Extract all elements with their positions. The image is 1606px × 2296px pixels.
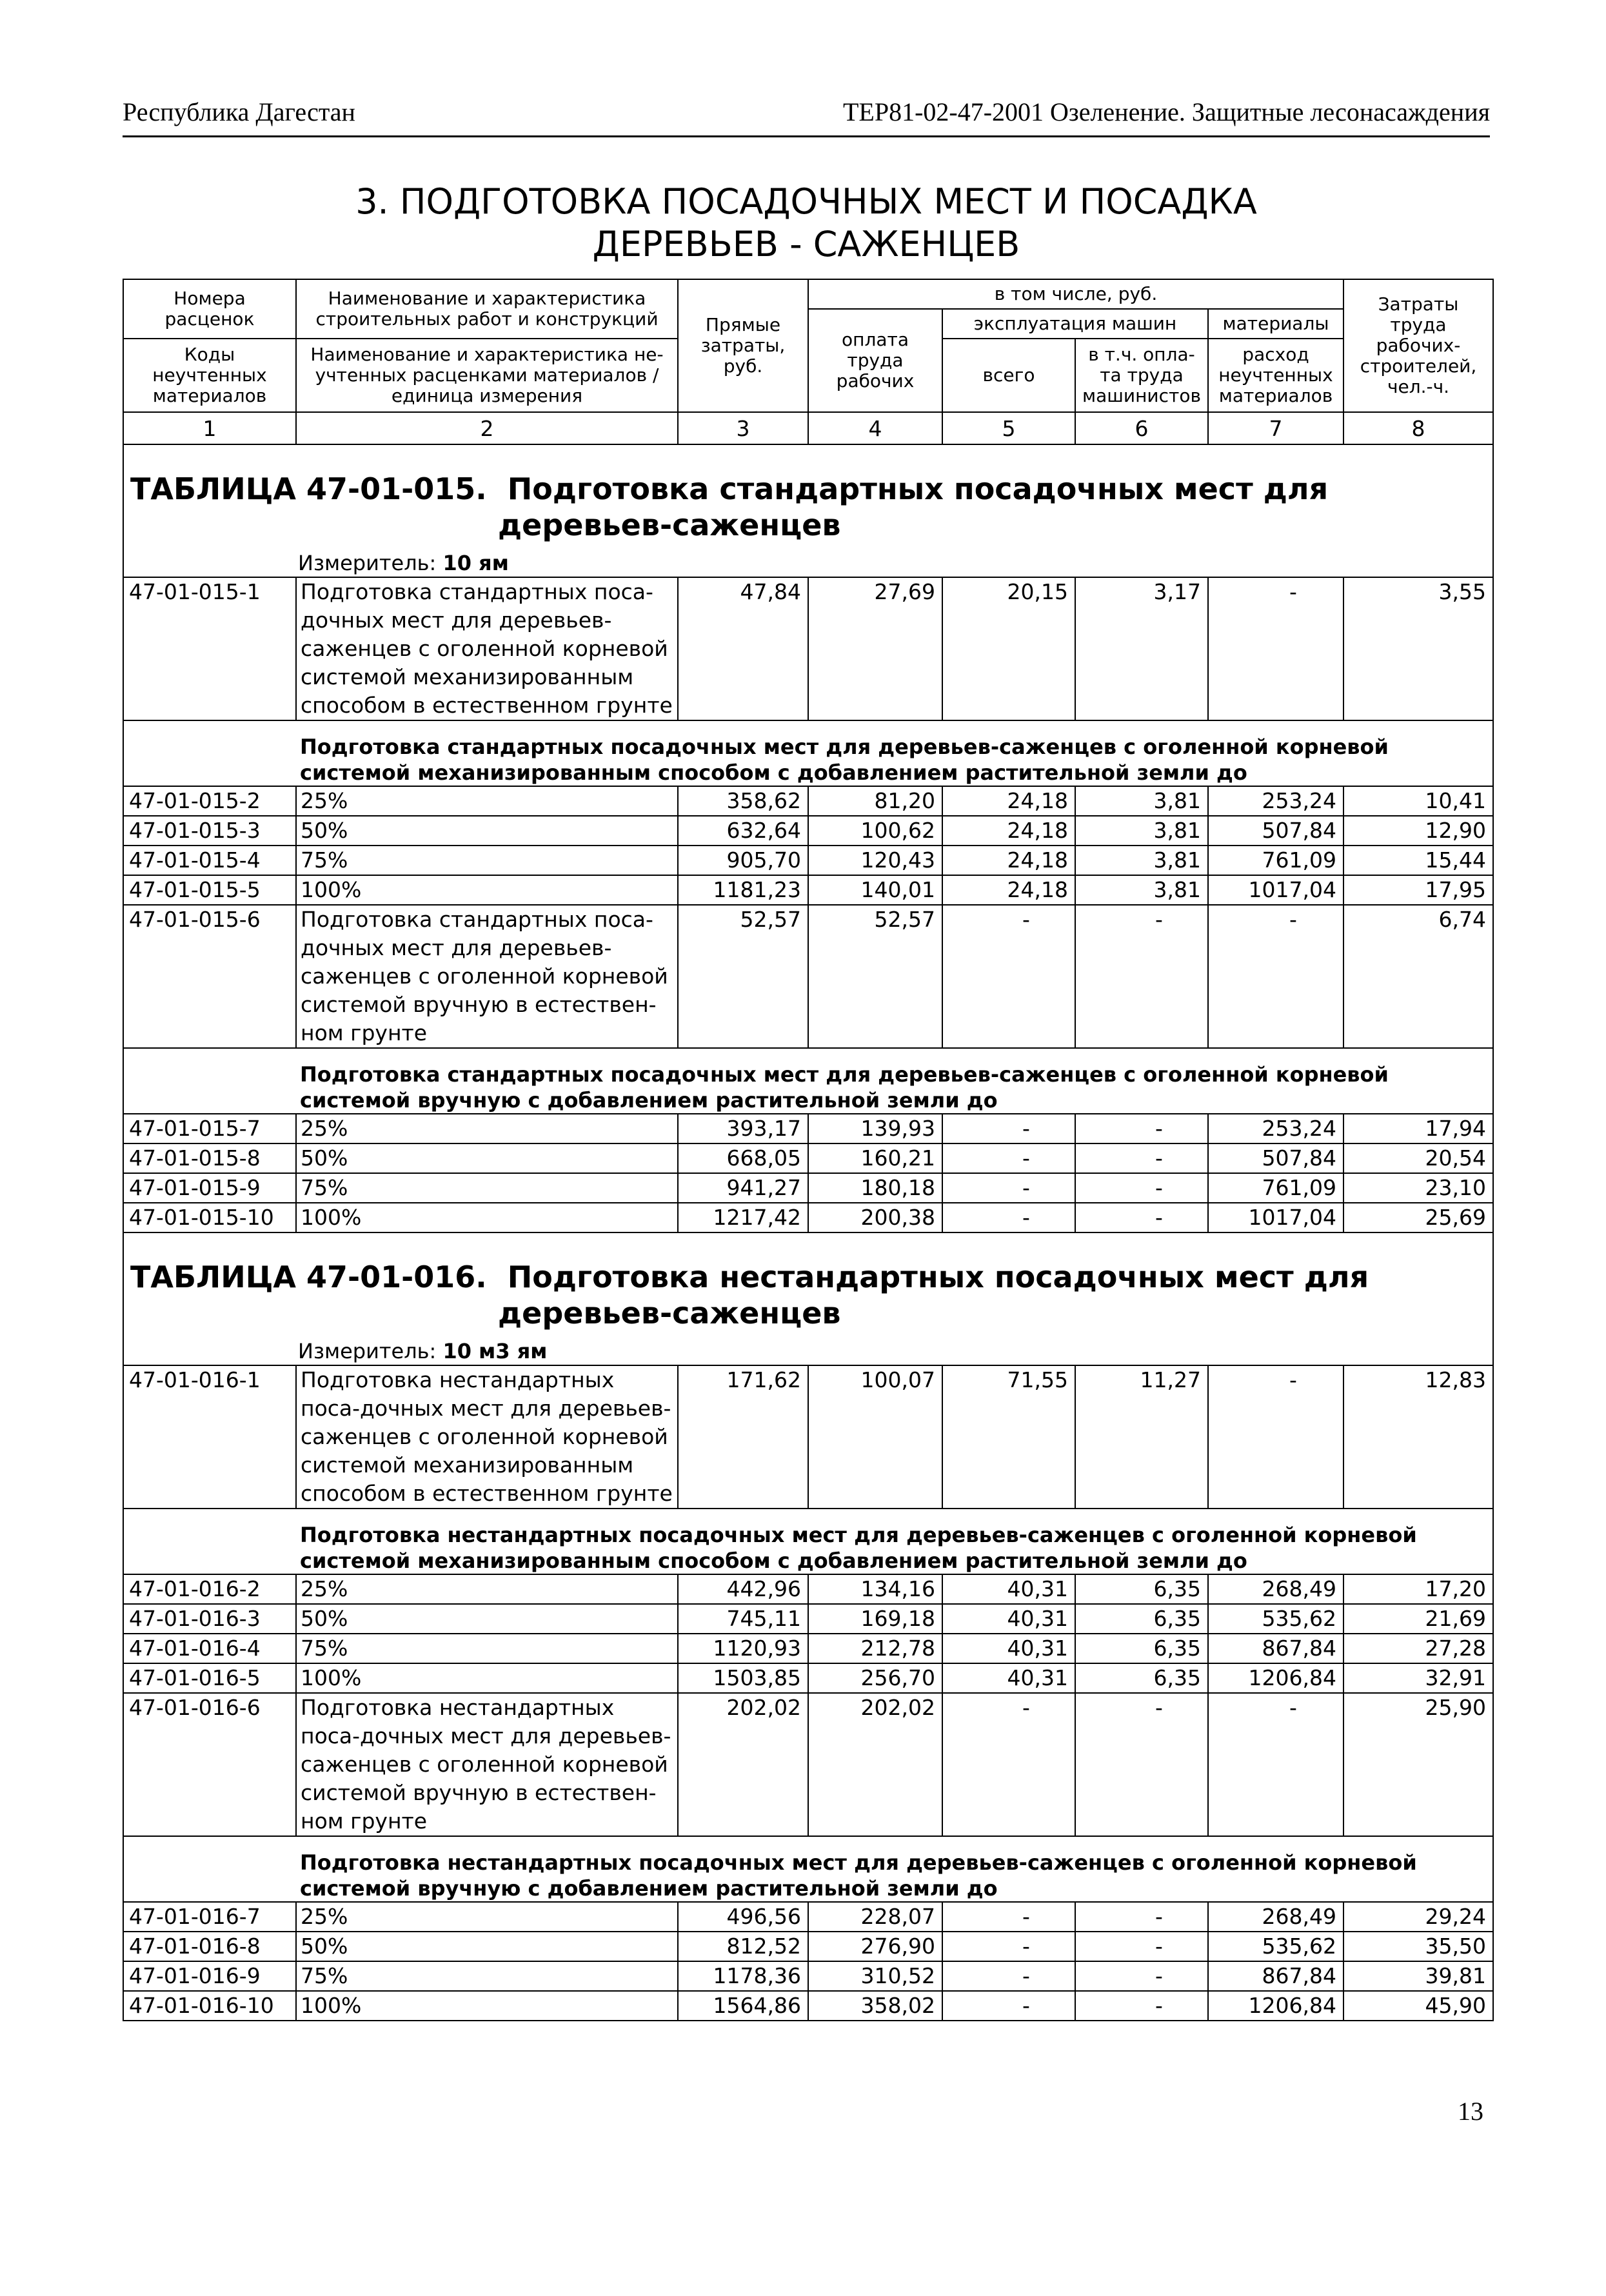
machines-total: 71,55: [942, 1365, 1075, 1509]
rate-code: 47-01-015-4: [123, 846, 296, 875]
group-header: в том числе, руб.: [808, 279, 1343, 309]
rate-description: 100%: [296, 1991, 678, 2021]
table-row: [123, 1902, 1493, 1932]
machines-total: -: [942, 1902, 1075, 1932]
rate-code: 47-01-016-7: [123, 1902, 296, 1932]
machines-total: 20,15: [942, 577, 1075, 720]
table-row: [123, 1173, 1493, 1203]
rate-code: 47-01-016-8: [123, 1932, 296, 1961]
materials-value: 867,84: [1208, 1634, 1343, 1663]
table2-heading: [123, 1232, 1493, 1365]
labor-pay: 202,02: [808, 1693, 942, 1836]
materials-value: -: [1208, 577, 1343, 720]
rate-description: 25%: [296, 1902, 678, 1932]
direct-costs: 1217,42: [678, 1203, 808, 1232]
rate-code: 47-01-016-3: [123, 1604, 296, 1634]
materials-value: 253,24: [1208, 786, 1343, 816]
materials-value: 867,84: [1208, 1961, 1343, 1991]
labor-hours: 10,41: [1343, 786, 1493, 816]
rate-description: 50%: [296, 1932, 678, 1961]
table-row: [123, 1634, 1493, 1663]
machinists-pay: -: [1075, 1143, 1208, 1173]
col2-header-bottom: Наименование и характеристика не-учтенных расценками материалов / единица измерения: [296, 339, 678, 412]
direct-costs: 393,17: [678, 1114, 808, 1143]
col7-header: расход неучтенных материалов: [1208, 339, 1343, 412]
materials-value: 761,09: [1208, 1173, 1343, 1203]
labor-hours: 29,24: [1343, 1902, 1493, 1932]
labor-pay: 140,01: [808, 875, 942, 905]
labor-pay: 134,16: [808, 1574, 942, 1604]
materials-value: 1206,84: [1208, 1663, 1343, 1693]
machines-total: 24,18: [942, 846, 1075, 875]
materials-value: -: [1208, 905, 1343, 1048]
table-row: [123, 1574, 1493, 1604]
colnum-2: 2: [296, 412, 678, 444]
machinists-pay: -: [1075, 1932, 1208, 1961]
labor-pay: 100,62: [808, 816, 942, 846]
rate-description: 75%: [296, 846, 678, 875]
machinists-pay: 3,81: [1075, 786, 1208, 816]
section-title-line1: 3. ПОДГОТОВКА ПОСАДОЧНЫХ МЕСТ И ПОСАДКА: [355, 181, 1257, 222]
machines-total: -: [942, 1693, 1075, 1836]
labor-pay: 228,07: [808, 1902, 942, 1932]
rate-description: 50%: [296, 1143, 678, 1173]
labor-pay: 200,38: [808, 1203, 942, 1232]
labor-hours: 20,54: [1343, 1143, 1493, 1173]
direct-costs: 1178,36: [678, 1961, 808, 1991]
direct-costs: 941,27: [678, 1173, 808, 1203]
labor-hours: 17,20: [1343, 1574, 1493, 1604]
labor-pay: 100,07: [808, 1365, 942, 1509]
rate-code: 47-01-015-6: [123, 905, 296, 1048]
machines-total: -: [942, 1932, 1075, 1961]
labor-hours: 17,95: [1343, 875, 1493, 905]
table2-label: ТАБЛИЦА 47-01-016.: [130, 1260, 487, 1294]
col8-header: Затраты труда рабочих-строителей, чел.-ч.: [1343, 279, 1493, 412]
rate-code: 47-01-015-5: [123, 875, 296, 905]
labor-pay: 139,93: [808, 1114, 942, 1143]
labor-hours: 6,74: [1343, 905, 1493, 1048]
table1-meter-value: 10 ям: [442, 551, 509, 575]
direct-costs: 905,70: [678, 846, 808, 875]
labor-hours: 3,55: [1343, 577, 1493, 720]
table1-subheading-1: Подготовка стандартных посадочных мест для деревьев-саженцев с оголенной корневой системой механизированным способом с добавлением растительной земли до: [296, 720, 1493, 786]
machinists-pay: 6,35: [1075, 1604, 1208, 1634]
table-row: [123, 1203, 1493, 1232]
machines-total: 40,31: [942, 1663, 1075, 1693]
rate-code: 47-01-016-1: [123, 1365, 296, 1509]
labor-pay: 256,70: [808, 1663, 942, 1693]
direct-costs: 47,84: [678, 577, 808, 720]
machinists-pay: -: [1075, 1961, 1208, 1991]
rate-description: Подготовка нестандартных поса-дочных мест для деревьев-саженцев с оголенной корневой системой вручную в естествен-ном грунте: [296, 1693, 678, 1836]
page-number: 13: [1458, 2097, 1483, 2126]
rate-description: 75%: [296, 1961, 678, 1991]
machinists-pay: 3,81: [1075, 846, 1208, 875]
labor-hours: 23,10: [1343, 1173, 1493, 1203]
header-left: Республика Дагестан: [123, 97, 355, 126]
labor-pay: 27,69: [808, 577, 942, 720]
rate-description: 75%: [296, 1173, 678, 1203]
machines-total: 40,31: [942, 1574, 1075, 1604]
rate-description: 100%: [296, 1663, 678, 1693]
colnum-6: 6: [1075, 412, 1208, 444]
col1-header-top: Номера расценок: [123, 279, 296, 339]
section-title-line2: ДЕРЕВЬЕВ - САЖЕНЦЕВ: [592, 224, 1020, 264]
table2-title-b: деревьев-саженцев: [498, 1296, 841, 1331]
rate-code: 47-01-015-1: [123, 577, 296, 720]
table-row: [123, 1604, 1493, 1634]
col6-header: в т.ч. опла-та труда машинистов: [1075, 339, 1208, 412]
direct-costs: 1181,23: [678, 875, 808, 905]
labor-hours: 35,50: [1343, 1932, 1493, 1961]
labor-hours: 15,44: [1343, 846, 1493, 875]
labor-pay: 120,43: [808, 846, 942, 875]
rate-code: 47-01-015-7: [123, 1114, 296, 1143]
direct-costs: 202,02: [678, 1693, 808, 1836]
labor-pay: 212,78: [808, 1634, 942, 1663]
machinists-pay: 3,81: [1075, 875, 1208, 905]
machinists-pay: -: [1075, 1693, 1208, 1836]
machines-total: -: [942, 1143, 1075, 1173]
section-title: [123, 181, 1490, 266]
machines-total: -: [942, 1961, 1075, 1991]
materials-value: 253,24: [1208, 1114, 1343, 1143]
machines-total: 24,18: [942, 875, 1075, 905]
colnum-8: 8: [1343, 412, 1493, 444]
table-row: [123, 786, 1493, 816]
col3-header: Прямые затраты, руб.: [678, 279, 808, 412]
machines-header: эксплуатация машин: [942, 309, 1208, 339]
rate-description: 50%: [296, 816, 678, 846]
table-row: [123, 577, 1493, 720]
materials-value: -: [1208, 1365, 1343, 1509]
machinists-pay: -: [1075, 905, 1208, 1048]
table1-meter-label: Измеритель:: [298, 551, 437, 575]
direct-costs: 52,57: [678, 905, 808, 1048]
labor-hours: 45,90: [1343, 1991, 1493, 2021]
table-row: [123, 1693, 1493, 1836]
table2-subheading-1: Подготовка нестандартных посадочных мест для деревьев-саженцев с оголенной корневой системой механизированным способом с добавлением растительной земли до: [296, 1509, 1493, 1574]
labor-hours: 27,28: [1343, 1634, 1493, 1663]
labor-hours: 32,91: [1343, 1663, 1493, 1693]
rate-description: 100%: [296, 875, 678, 905]
col2-header-top: Наименование и характеристика строительных работ и конструкций: [296, 279, 678, 339]
machinists-pay: 3,17: [1075, 577, 1208, 720]
rate-code: 47-01-015-2: [123, 786, 296, 816]
table-row: [123, 1663, 1493, 1693]
rate-code: 47-01-016-6: [123, 1693, 296, 1836]
machines-total: 24,18: [942, 786, 1075, 816]
rate-description: 75%: [296, 1634, 678, 1663]
rate-code: 47-01-016-9: [123, 1961, 296, 1991]
table-row: [123, 1932, 1493, 1961]
labor-pay: 358,02: [808, 1991, 942, 2021]
machinists-pay: -: [1075, 1114, 1208, 1143]
colnum-1: 1: [123, 412, 296, 444]
col5-header: всего: [942, 339, 1075, 412]
direct-costs: 1564,86: [678, 1991, 808, 2021]
rate-description: 25%: [296, 786, 678, 816]
direct-costs: 632,64: [678, 816, 808, 846]
direct-costs: 1503,85: [678, 1663, 808, 1693]
labor-hours: 12,90: [1343, 816, 1493, 846]
rate-code: 47-01-015-10: [123, 1203, 296, 1232]
rate-description: 100%: [296, 1203, 678, 1232]
col4-header: оплата труда рабочих: [808, 309, 942, 412]
direct-costs: 668,05: [678, 1143, 808, 1173]
machines-total: -: [942, 1173, 1075, 1203]
direct-costs: 496,56: [678, 1902, 808, 1932]
materials-value: 268,49: [1208, 1574, 1343, 1604]
rate-description: 25%: [296, 1114, 678, 1143]
rate-code: 47-01-016-5: [123, 1663, 296, 1693]
table-row: [123, 1114, 1493, 1143]
materials-value: 761,09: [1208, 846, 1343, 875]
direct-costs: 1120,93: [678, 1634, 808, 1663]
labor-hours: 12,83: [1343, 1365, 1493, 1509]
table2-meter-label: Измеритель:: [298, 1339, 437, 1363]
header-rule: [123, 135, 1490, 137]
colnum-5: 5: [942, 412, 1075, 444]
table1-title-b: деревьев-саженцев: [498, 508, 841, 542]
rate-description: 25%: [296, 1574, 678, 1604]
table2-meter-value: 10 м3 ям: [442, 1339, 548, 1363]
machinists-pay: -: [1075, 1902, 1208, 1932]
machines-total: -: [942, 1203, 1075, 1232]
materials-value: 535,62: [1208, 1604, 1343, 1634]
table-row: [123, 875, 1493, 905]
machinists-pay: -: [1075, 1203, 1208, 1232]
machines-total: -: [942, 905, 1075, 1048]
machinists-pay: -: [1075, 1991, 1208, 2021]
rate-code: 47-01-015-8: [123, 1143, 296, 1173]
table2-title-a: Подготовка нестандартных посадочных мест для: [507, 1260, 1369, 1294]
labor-pay: 169,18: [808, 1604, 942, 1634]
rate-code: 47-01-015-9: [123, 1173, 296, 1203]
machinists-pay: 3,81: [1075, 816, 1208, 846]
direct-costs: 358,62: [678, 786, 808, 816]
materials-value: 268,49: [1208, 1902, 1343, 1932]
rates-table: [123, 279, 1494, 2021]
direct-costs: 745,11: [678, 1604, 808, 1634]
header-right: ТЕР81-02-47-2001 Озеленение. Защитные лесонасаждения: [842, 97, 1490, 126]
labor-hours: 21,69: [1343, 1604, 1493, 1634]
rate-description: Подготовка стандартных поса-дочных мест для деревьев-саженцев с оголенной корневой системой механизированным способом в естественном грунте: [296, 577, 678, 720]
machines-total: 40,31: [942, 1634, 1075, 1663]
colnum-7: 7: [1208, 412, 1343, 444]
labor-hours: 25,90: [1343, 1693, 1493, 1836]
table-row: [123, 1365, 1493, 1509]
rate-code: 47-01-015-3: [123, 816, 296, 846]
table1-subheading-2: Подготовка стандартных посадочных мест для деревьев-саженцев с оголенной корневой системой вручную с добавлением растительной земли до: [296, 1048, 1493, 1114]
machinists-pay: 6,35: [1075, 1574, 1208, 1604]
table-row: [123, 1991, 1493, 2021]
labor-pay: 160,21: [808, 1143, 942, 1173]
machines-total: -: [942, 1991, 1075, 2021]
machines-total: -: [942, 1114, 1075, 1143]
table1-label: ТАБЛИЦА 47-01-015.: [130, 471, 487, 506]
materials-value: 507,84: [1208, 816, 1343, 846]
table-row: [123, 846, 1493, 875]
labor-pay: 81,20: [808, 786, 942, 816]
col1-header-bottom: Коды неучтенных материалов: [123, 339, 296, 412]
table-row: [123, 1961, 1493, 1991]
materials-value: 507,84: [1208, 1143, 1343, 1173]
rate-description: 50%: [296, 1604, 678, 1634]
machines-total: 40,31: [942, 1604, 1075, 1634]
table-row: [123, 816, 1493, 846]
table1-heading: [123, 444, 1493, 577]
materials-value: 1206,84: [1208, 1991, 1343, 2021]
rate-code: 47-01-016-10: [123, 1991, 296, 2021]
machinists-pay: 6,35: [1075, 1663, 1208, 1693]
direct-costs: 812,52: [678, 1932, 808, 1961]
machines-total: 24,18: [942, 816, 1075, 846]
labor-hours: 39,81: [1343, 1961, 1493, 1991]
colnum-3: 3: [678, 412, 808, 444]
materials-value: 1017,04: [1208, 875, 1343, 905]
rate-description: Подготовка стандартных поса-дочных мест для деревьев-саженцев с оголенной корневой системой вручную в естествен-ном грунте: [296, 905, 678, 1048]
colnum-4: 4: [808, 412, 942, 444]
direct-costs: 171,62: [678, 1365, 808, 1509]
rate-description: Подготовка нестандартных поса-дочных мест для деревьев-саженцев с оголенной корневой системой механизированным способом в естественном грунте: [296, 1365, 678, 1509]
labor-pay: 310,52: [808, 1961, 942, 1991]
materials-value: 1017,04: [1208, 1203, 1343, 1232]
labor-hours: 25,69: [1343, 1203, 1493, 1232]
machinists-pay: 6,35: [1075, 1634, 1208, 1663]
labor-pay: 276,90: [808, 1932, 942, 1961]
labor-pay: 180,18: [808, 1173, 942, 1203]
table-row: [123, 1143, 1493, 1173]
machinists-pay: 11,27: [1075, 1365, 1208, 1509]
table1-title-a: Подготовка стандартных посадочных мест для: [507, 471, 1329, 506]
materials-header: материалы: [1208, 309, 1343, 339]
direct-costs: 442,96: [678, 1574, 808, 1604]
table-row: [123, 905, 1493, 1048]
labor-pay: 52,57: [808, 905, 942, 1048]
rate-code: 47-01-016-2: [123, 1574, 296, 1604]
rate-code: 47-01-016-4: [123, 1634, 296, 1663]
table2-subheading-2: Подготовка нестандартных посадочных мест для деревьев-саженцев с оголенной корневой системой вручную с добавлением растительной земли до: [296, 1836, 1493, 1902]
materials-value: 535,62: [1208, 1932, 1343, 1961]
machinists-pay: -: [1075, 1173, 1208, 1203]
materials-value: -: [1208, 1693, 1343, 1836]
labor-hours: 17,94: [1343, 1114, 1493, 1143]
